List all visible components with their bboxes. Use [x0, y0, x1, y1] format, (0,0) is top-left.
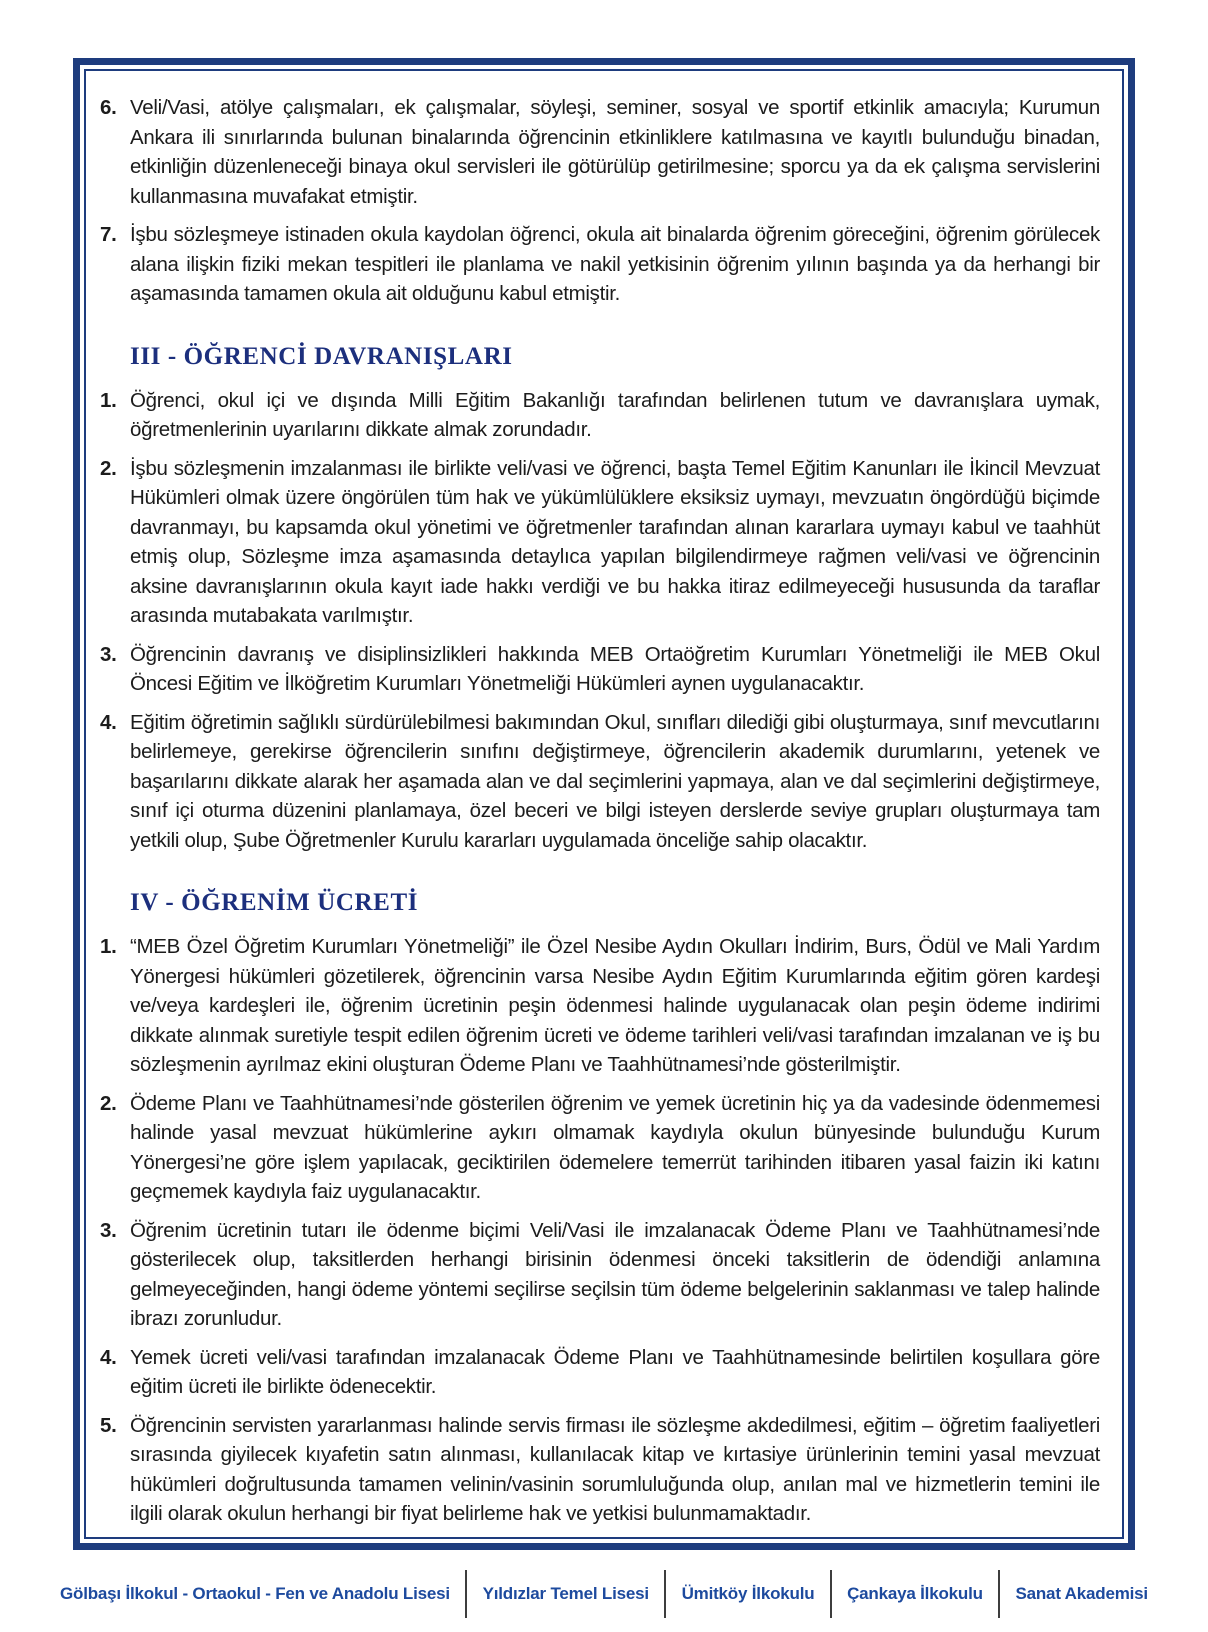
- section-heading-iii: III - ÖĞRENCİ DAVRANIŞLARI: [130, 342, 513, 370]
- item-text: Öğrenim ücretinin tutarı ile ödenme biçimi Veli/Vasi ile imzalanacak Ödeme Planı ve Taahhütnamesi’nde gösterilecek olup, taksitlerden herhangi birisinin ödenmesi önceki taksitlerin de ödendiği anlamına gelmeyeceğinden, hangi ödeme yöntemi seçilirse seçilsin tüm ödeme belgelerinin saklanması ve talep halinde ibrazı zorunludur.: [130, 1218, 1100, 1330]
- footer-divider: [664, 1570, 666, 1618]
- item-number: 1.: [100, 935, 117, 958]
- page-frame-inner: [84, 69, 1124, 1539]
- item-number: 3.: [100, 642, 117, 666]
- item-number: 4.: [100, 710, 117, 734]
- item-number: 2.: [100, 1091, 117, 1115]
- footer-school-list: [0, 1566, 1208, 1622]
- item-number: 4.: [100, 1345, 117, 1369]
- item-text: Eğitim öğretimin sağlıklı sürdürülebilmesi bakımından Okul, sınıfları dilediği gibi oluşturmaya, sınıf mevcutlarını belirlemeye, gerekirse öğrencilerin sınıfını değiştirmeye, öğrencilerin akademik durumlarını, yetenek ve başarılarını dikkate alarak her aşamada alan ve dal seçimlerini yapmaya, alan ve dal seçimlerini değiştirmeye, sınıf içi oturma düzenini planlamaya, özel beceri ve bilgi isteyen derslerde seviye grupları oluşturmaya tam yetkili olup, Şube Öğretmenler Kurulu kararları uygulamada önceliğe sahip olacaktır.: [130, 710, 1100, 852]
- item-number: 5.: [100, 1413, 117, 1437]
- footer-school-name: Gölbaşı İlkokul - Ortaokul - Fen ve Anadolu Lisesi: [60, 1584, 450, 1603]
- footer-school-name: Sanat Akademisi: [1015, 1584, 1148, 1603]
- footer-divider: [998, 1570, 1000, 1618]
- list-item: [94, 1411, 1100, 1529]
- section-heading-iv: IV - ÖĞRENİM ÜCRETİ: [130, 889, 419, 916]
- list-item: [94, 93, 1100, 211]
- footer-school-name: Yıldızlar Temel Lisesi: [482, 1584, 649, 1603]
- item-text: Öğrenci, okul içi ve dışında Milli Eğitim Bakanlığı tarafından belirlenen tutum ve davranışlara uymak, öğretmenlerinin uyarılarını dikkate almak zorundadır.: [130, 388, 1100, 441]
- list-item: [94, 220, 1100, 309]
- item-number: 6.: [100, 96, 117, 119]
- item-text: Öğrencinin davranış ve disiplinsizlikleri hakkında MEB Ortaöğretim Kurumları Yönetmeliği ile MEB Okul Öncesi Eğitim ve İlköğretim Kurumları Yönetmeliği Hükümleri aynen uygulanacaktır.: [130, 642, 1100, 695]
- item-number: 1.: [100, 388, 117, 412]
- footer-school-name: Ümitköy İlkokulu: [681, 1584, 815, 1603]
- list-item: [94, 708, 1100, 856]
- list-item: [94, 1216, 1100, 1334]
- item-text: İşbu sözleşmenin imzalanması ile birlikte veli/vasi ve öğrenci, başta Temel Eğitim Kanunları ile İkincil Mevzuat Hükümleri olmak üzere öngörülen tüm hak ve yükümlülüklere eksiksiz uymayı, mevzuatın öngördüğü biçimde davranmayı, bu kapsamda okul yönetimi ve öğretmenler tarafından alınan kararlara uymayı kabul ve taahhüt etmiş olup, Sözleşme imza aşamasında detaylıca yapılan bilgilendirmeye rağmen veli/vasi ve öğrencinin aksine davranışlarının okula kayıt iade hakkı verdiği ve bu hakka itiraz edilmeyeceği hususunda da taraflar arasında mutabakata varılmıştır.: [130, 456, 1100, 627]
- item-text: Öğrencinin servisten yararlanması halinde servis firması ile sözleşme akdedilmesi, eğitim – öğretim faaliyetleri sırasında giyilecek kıyafetin satın alınması, kullanılacak kitap ve kırtasiye ürünlerinin temini yasal mevzuat hükümleri doğrultusunda tamamen velinin/vasinin sorumluluğunda olup, anılan mal ve hizmetlerin temini ile ilgili olarak okulun herhangi bir fiyat belirleme hak ve yetkisi bulunmamaktadır.: [130, 1413, 1100, 1525]
- list-item: [94, 1089, 1100, 1207]
- item-text: Ödeme Planı ve Taahhütnamesi’nde gösterilen öğrenim ve yemek ücretinin hiç ya da vadesinde ödenmemesi halinde yasal mevzuat hükümlerine aykırı olmamak kaydıyla okulun bünyesinde bulunduğu Kurum Yönergesi’ne göre işlem yapılacak, geciktirilen ödemelere temerrüt tarihinden itibaren yasal faizin iki katını geçmemek kaydıyla faiz uygulanacaktır.: [130, 1091, 1100, 1203]
- item-number: 7.: [100, 223, 117, 246]
- footer-divider: [465, 1570, 467, 1618]
- page-frame: [73, 58, 1135, 1550]
- list-item: [94, 454, 1100, 631]
- list-item: [94, 386, 1100, 445]
- list-item: [94, 932, 1100, 1080]
- list-item: [94, 1343, 1100, 1402]
- footer-school-name: Çankaya İlkokulu: [847, 1584, 983, 1603]
- item-text: “MEB Özel Öğretim Kurumları Yönetmeliği” ile Özel Nesibe Aydın Okulları İndirim, Burs, Ödül ve Mali Yardım Yönergesi hükümleri gözetilerek, öğrencinin varsa Nesibe Aydın Eğitim Kurumlarında eğitim gören kardeşi ve/veya kardeşleri ile, öğrenim ücretinin peşin ödenmesi halinde uygulanacak olan peşin ödeme indirimi dikkate alınmak suretiyle tespit edilen öğrenim ücreti ve ödeme tarihleri veli/vasi tarafından imzalanan ve iş bu sözleşmenin ayrılmaz ekini oluşturan Ödeme Planı ve Taahhütnamesi’nde gösterilmiştir.: [130, 935, 1100, 1076]
- footer-divider: [830, 1570, 832, 1618]
- item-number: 2.: [100, 456, 117, 480]
- list-item: [94, 640, 1100, 699]
- item-number: 3.: [100, 1218, 117, 1242]
- item-text: Yemek ücreti veli/vasi tarafından imzalanacak Ödeme Planı ve Taahhütnamesinde belirtilen koşullara göre eğitim ücreti ile birlikte ödenecektir.: [130, 1345, 1100, 1398]
- item-text: Veli/Vasi, atölye çalışmaları, ek çalışmalar, söyleşi, seminer, sosyal ve sportif etkinlik amacıyla; Kurumun Ankara ili sınırlarında bulunan binalarında öğrencinin etkinliklere katılmasına ve kayıtlı bulunduğu binadan, etkinliğin düzenleneceği binaya okul servisleri ile götürülüp getirilmesine; sporcu ya da ek çalışma servislerini kullanmasına muvafakat etmiştir.: [130, 96, 1100, 208]
- item-text: İşbu sözleşmeye istinaden okula kaydolan öğrenci, okula ait binalarda öğrenim göreceğini, öğrenim görülecek alana ilişkin fiziki mekan tespitleri ile planlama ve nakil yetkisinin öğrenim yılının başında ya da herhangi bir aşamasında tamamen okula ait olduğunu kabul etmiştir.: [130, 223, 1100, 305]
